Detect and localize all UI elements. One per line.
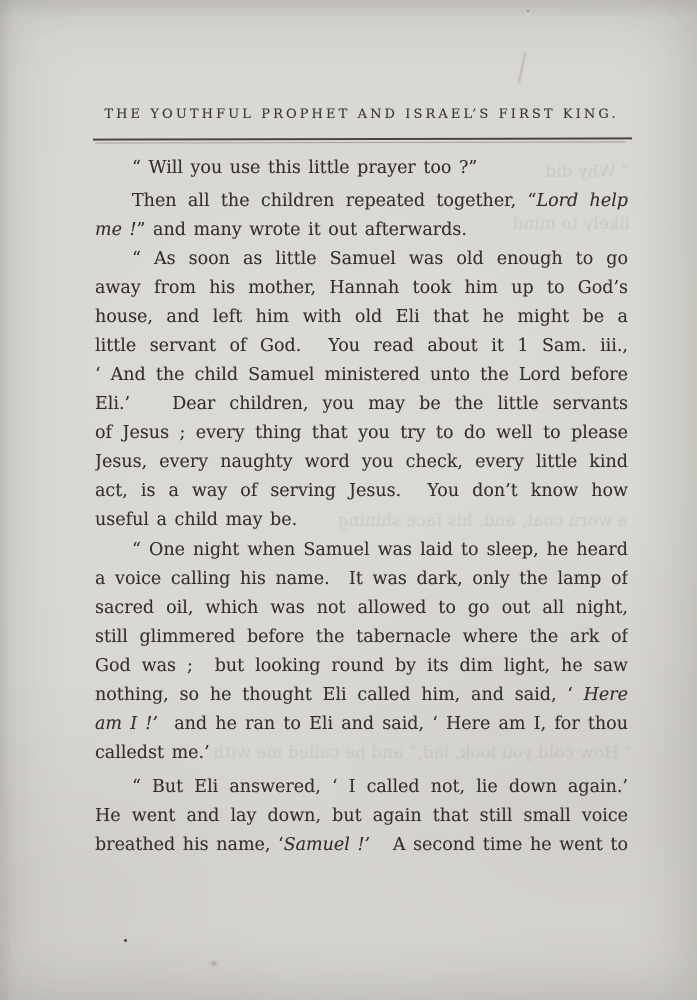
paragraph: [95, 154, 628, 183]
ghost-showthrough-text: “ How cold you look, lad,” and he called me with: [213, 743, 633, 763]
text-segment: little servant of God. You read about it 1 Sam. iii.,: [95, 336, 628, 356]
text-line: [95, 419, 628, 448]
text-segment: a voice calling his name. It was dark, only the lamp of: [95, 569, 628, 589]
text-segment: act, is a way of serving Jesus. You don’t know how: [95, 481, 628, 501]
text-segment: me !: [95, 220, 137, 240]
text-segment: calledst me.’: [95, 743, 210, 763]
paper-speck: [211, 961, 217, 966]
paragraph: [95, 536, 628, 768]
text-segment: breathed his name, ‘: [95, 835, 284, 855]
text-segment: Eli.’ Dear children, you may be the little servants: [95, 394, 628, 414]
text-line: [95, 652, 628, 681]
text-segment: and he ran to Eli and said, ‘ Here am I, for thou: [157, 714, 628, 734]
text-line: [95, 361, 628, 390]
ghost-showthrough-text: a worn coat, and, his face shining: [337, 511, 628, 531]
text-segment: Then all the children repeated together, “: [132, 191, 537, 211]
text-line: [95, 710, 628, 739]
text-line: [95, 303, 628, 332]
paragraph: [95, 245, 628, 535]
text-segment: house, and left him with old Eli that he might be a: [95, 307, 628, 327]
text-line: [95, 681, 628, 710]
running-header: THE YOUTHFUL PROPHET AND ISRAEL’S FIRST KING.: [104, 107, 619, 122]
text-line: [95, 536, 628, 565]
text-segment: still glimmered before the tabernacle where the ark of: [95, 627, 628, 647]
text-segment: Here: [583, 685, 628, 705]
text-segment: God was ; but looking round by its dim light, he saw: [95, 656, 628, 676]
text-segment: of Jesus ; every thing that you try to do well to please: [95, 423, 628, 443]
paper-speck: [527, 10, 529, 12]
body-text-block: [95, 154, 628, 860]
text-segment: He went and lay down, but again that still small voice: [95, 806, 628, 826]
text-line: [95, 565, 628, 594]
text-line: [95, 187, 628, 216]
text-line: [95, 154, 628, 183]
text-line: [95, 332, 628, 361]
paragraph: [95, 187, 628, 245]
header-rule: [93, 137, 632, 145]
text-segment: ‘ And the child Samuel ministered unto the Lord before: [95, 365, 628, 385]
text-segment: Lord help: [536, 191, 628, 211]
text-line: [95, 274, 628, 303]
text-segment: ” and many wrote it out afterwards.: [136, 220, 467, 240]
text-segment: sacred oil, which was not allowed to go out all night,: [95, 598, 628, 618]
paragraph: [95, 773, 628, 860]
paper-speck: [124, 939, 127, 942]
text-segment: “ Will you use this little prayer too ?”: [132, 158, 478, 178]
text-line: [95, 739, 628, 768]
text-line: [95, 390, 628, 419]
text-segment: away from his mother, Hannah took him up to God’s: [95, 278, 628, 298]
text-line: [95, 477, 628, 506]
text-line: [95, 831, 628, 860]
text-segment: Jesus, every naughty word you check, every little kind: [95, 452, 628, 472]
text-segment: “ One night when Samuel was laid to sleep, he heard: [132, 540, 628, 560]
text-line: [95, 623, 628, 652]
ghost-showthrough-text: “ Why did: [545, 162, 630, 182]
text-segment: am I !’: [95, 714, 158, 734]
text-line: [95, 506, 628, 535]
text-line: [95, 594, 628, 623]
text-segment: “ But Eli answered, ‘ I called not, lie down again.’: [132, 777, 628, 797]
text-line: [95, 773, 628, 802]
text-line: [95, 216, 628, 245]
text-line: [95, 802, 628, 831]
ghost-showthrough-text: likely to mind: [512, 214, 630, 234]
pencil-mark: [518, 52, 527, 84]
text-line: [95, 448, 628, 477]
text-segment: Samuel !’: [283, 835, 371, 855]
text-line: [95, 245, 628, 274]
text-segment: “ As soon as little Samuel was old enough to go: [132, 249, 628, 269]
text-segment: nothing, so he thought Eli called him, and said, ‘: [95, 685, 584, 705]
text-segment: useful a child may be.: [95, 510, 298, 530]
text-segment: A second time he went to: [370, 835, 628, 855]
